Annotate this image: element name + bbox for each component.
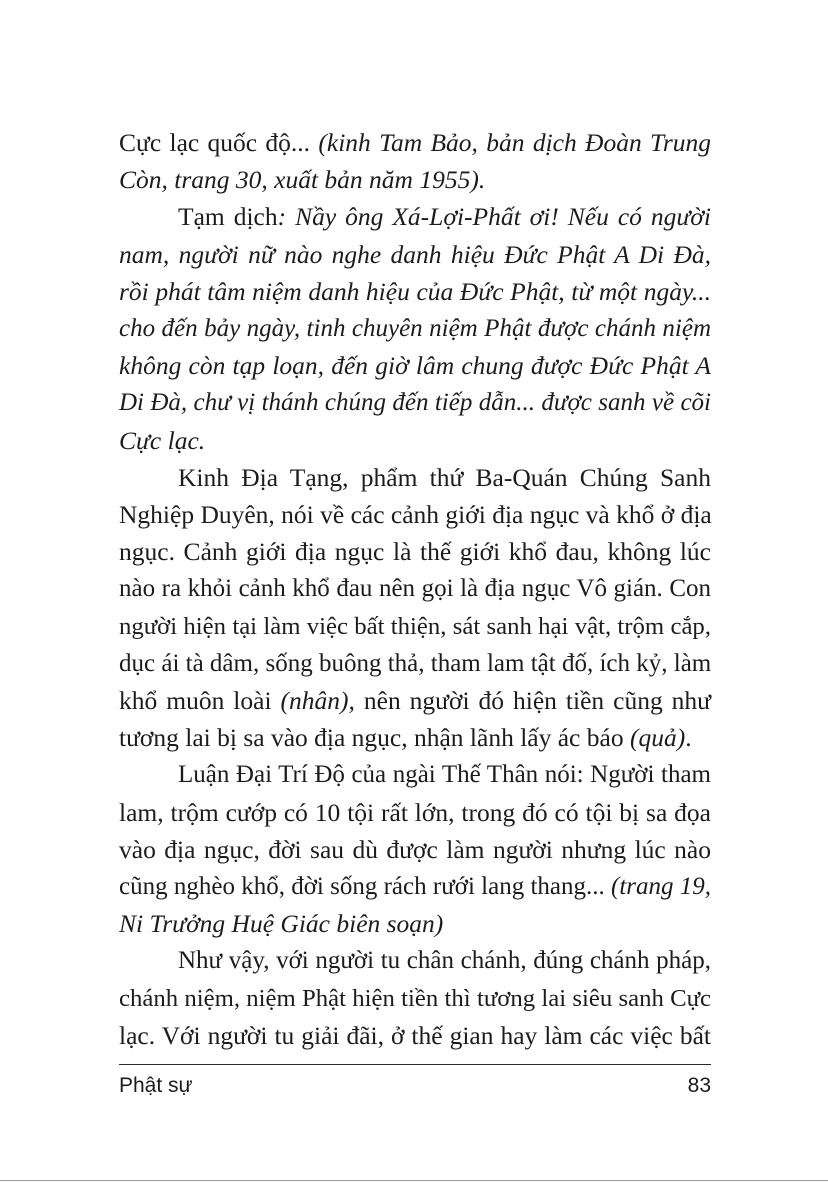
text-run: khổ muôn loài xyxy=(119,686,281,716)
text-run-italic: (nhân), xyxy=(280,686,355,716)
page-number: 83 xyxy=(687,1074,711,1097)
text-run: cũng nghèo khổ, đời sống rách rưới lang thang... xyxy=(119,873,611,901)
text-line: Kinh Địa Tạng, phẩm thứ Ba-Quán Chúng Sanh xyxy=(178,462,711,492)
text-run-italic: : Nầy ông Xá-Lợi-Phất ơi! Nếu có người xyxy=(277,202,711,232)
text-line: Cực lạc. xyxy=(119,425,206,455)
text-line: Còn, trang 30, xuất bản năm 1955). xyxy=(119,165,486,195)
text-line: Ni Trưởng Huệ Giác biên soạn) xyxy=(119,909,444,939)
footer-divider xyxy=(119,1064,711,1065)
text-line: nào ra khỏi cảnh khổ đau nên gọi là địa ngục Vô gián. Con xyxy=(119,575,711,603)
text-run-italic: (trang 19, xyxy=(611,873,712,901)
text-line: ngục. Cảnh giới địa ngục là thế giới khổ đau, không lúc xyxy=(119,537,711,567)
text-line: Luận Đại Trí Độ của ngài Thế Thân nói: Người tham xyxy=(178,761,711,789)
running-footer-title: Phật sự xyxy=(119,1074,193,1097)
text-line: không còn tạp loạn, đến giờ lâm chung được Đức Phật A xyxy=(119,351,711,381)
text-run: . xyxy=(685,723,692,753)
text-line: cho đến bảy ngày, tinh chuyên niệm Phật được chánh niệm xyxy=(119,315,711,343)
text-run: tương lai bị sa vào địa ngục, nhận lãnh lấy ác báo xyxy=(119,723,630,753)
text-line: lam, trộm cướp có 10 tội rất lớn, trong đó có tội bị sa đọa xyxy=(119,797,711,827)
text-run: Cực lạc quốc độ... xyxy=(119,128,319,157)
text-run-italic: (kinh Tam Bảo, bản dịch Đoàn Trung xyxy=(318,128,711,157)
text-run-italic: (quả) xyxy=(629,723,686,753)
text-line: nam, người nữ nào nghe danh hiệu Đức Phật A Di Đà, xyxy=(119,239,711,269)
text-line xyxy=(119,868,711,905)
paragraph-5 xyxy=(119,942,711,1054)
text-line: Nghiệp Duyên, nói về các cảnh giới địa ngục và khổ ở địa xyxy=(119,500,712,530)
paragraph-3 xyxy=(119,459,711,757)
paragraph-2 xyxy=(119,198,711,458)
text-line: Di Đà, chư vị thánh chúng đến tiếp dẫn... được sanh về cõi xyxy=(119,389,711,417)
body-text xyxy=(119,124,711,1054)
text-line: vào địa ngục, đời sau dù được làm người nhưng lúc nào xyxy=(119,834,711,864)
text-line: lạc. Với người tu giải đãi, ở thế gian hay làm các việc bất xyxy=(119,1020,711,1050)
text-run: Tạm dịch xyxy=(178,202,278,232)
text-line: người hiện tại làm việc bất thiện, sát sanh hại vật, trộm cắp, xyxy=(119,612,711,640)
paragraph-1 xyxy=(119,124,711,198)
text-line: Như vậy, với người tu chân chánh, đúng chánh pháp, xyxy=(178,947,711,975)
text-line xyxy=(119,719,711,756)
page-edge-line xyxy=(0,1180,828,1181)
text-line xyxy=(119,198,711,235)
text-line: rồi phát tâm niệm danh hiệu của Đức Phật, từ một ngày... xyxy=(119,276,711,306)
text-line: dục ái tà dâm, sống buông thả, tham lam tật đố, ích kỷ, làm xyxy=(119,649,712,677)
paragraph-4 xyxy=(119,756,711,942)
text-line xyxy=(119,682,711,719)
text-run: nên người đó hiện tiền cũng như xyxy=(354,686,711,716)
text-line: chánh niệm, niệm Phật hiện tiền thì tương lai siêu sanh Cực xyxy=(119,984,711,1012)
text-line xyxy=(119,124,711,161)
